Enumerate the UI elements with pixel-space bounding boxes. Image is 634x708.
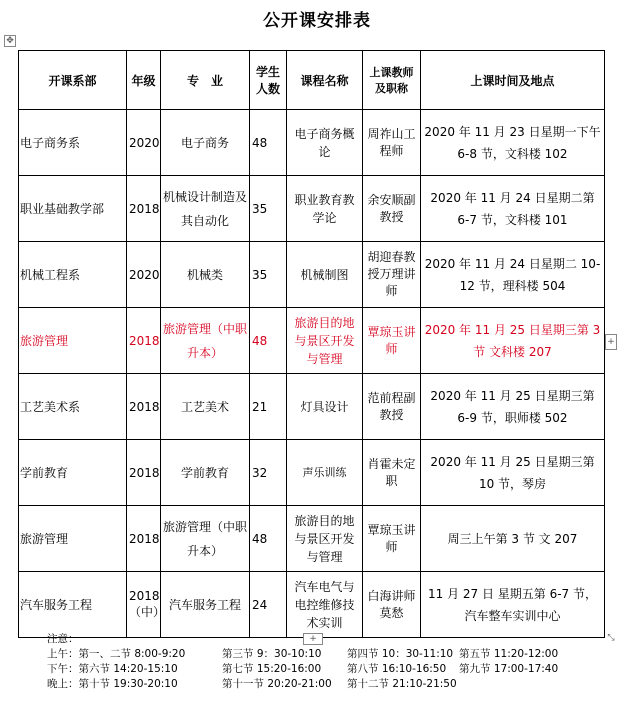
period-item: 第三节 9：30-10:10 (222, 648, 322, 660)
period-item: 第十一节 20:20-21:00 (222, 678, 332, 690)
cell-course: 汽车电气与电控维修技术实训 (287, 572, 363, 638)
cell-dept: 学前教育 (19, 440, 127, 506)
cell-time: 2020 年 11 月 24 日星期二 10-12 节，理科楼 504 (421, 242, 605, 308)
cell-dept: 职业基础教学部 (19, 176, 127, 242)
cell-teacher: 肖霍未定职 (363, 440, 421, 506)
table-row (19, 110, 605, 176)
cell-major: 汽车服务工程 (161, 572, 250, 638)
cell-teacher: 覃琼玉讲师 (363, 506, 421, 572)
header-teacher: 上课教师及职称 (363, 51, 421, 110)
period-item: 下午：第六节 14:20-15:10 (47, 663, 178, 675)
table-row (19, 176, 605, 242)
header-grade: 年级 (127, 51, 161, 110)
cell-teacher: 胡迎春教授万理讲师 (363, 242, 421, 308)
cell-major: 旅游管理（中职升本） (161, 308, 250, 374)
page-title: 公开课安排表 (263, 11, 371, 31)
notes-section (47, 632, 607, 692)
cell-time: 2020 年 11 月 25 日星期三第 10 节，琴房 (421, 440, 605, 506)
cell-dept: 旅游管理 (19, 506, 127, 572)
period-item: 第九节 17:00-17:40 (459, 663, 559, 675)
schedule-table (18, 50, 605, 638)
add-row-icon[interactable]: + (303, 633, 323, 645)
cell-teacher: 余安顺副教授 (363, 176, 421, 242)
period-item: 第八节 16:10-16:50 (347, 663, 447, 675)
notes-morning (47, 647, 607, 662)
notes-heading: 注意： (47, 633, 79, 645)
cell-students: 48 (250, 308, 287, 374)
cell-grade: 2018 (127, 176, 161, 242)
cell-students: 48 (250, 506, 287, 572)
cell-grade: 2020 (127, 242, 161, 308)
cell-teacher: 范前程副教授 (363, 374, 421, 440)
cell-grade: 2018 (127, 374, 161, 440)
cell-students: 35 (250, 242, 287, 308)
cell-grade: 2018 (127, 440, 161, 506)
cell-course: 灯具设计 (287, 374, 363, 440)
table-row (19, 308, 605, 374)
header-major: 专 业 (161, 51, 250, 110)
cell-course: 职业教育教学论 (287, 176, 363, 242)
table-resize-icon[interactable]: ⤡ (607, 633, 615, 643)
cell-students: 32 (250, 440, 287, 506)
cell-major: 工艺美术 (161, 374, 250, 440)
cell-dept: 旅游管理 (19, 308, 127, 374)
table-row (19, 572, 605, 638)
cell-teacher: 覃琼玉讲师 (363, 308, 421, 374)
period-item: 第五节 11:20-12:00 (459, 648, 559, 660)
cell-course: 电子商务概论 (287, 110, 363, 176)
table-header-row (19, 51, 605, 110)
header-students: 学生人数 (250, 51, 287, 110)
notes-evening (47, 677, 607, 692)
header-course: 课程名称 (287, 51, 363, 110)
cell-dept: 工艺美术系 (19, 374, 127, 440)
cell-students: 48 (250, 110, 287, 176)
cell-dept: 电子商务系 (19, 110, 127, 176)
cell-time: 2020 年 11 月 23 日星期一下午 6-8 节，文科楼 102 (421, 110, 605, 176)
notes-afternoon (47, 662, 607, 677)
period-item: 上午：第一、二节 8:00-9:20 (47, 648, 186, 660)
cell-grade: 2020 (127, 110, 161, 176)
header-dept: 开课系部 (19, 51, 127, 110)
cell-course: 旅游目的地与景区开发与管理 (287, 506, 363, 572)
table-move-handle-icon[interactable]: ✥ (4, 35, 16, 47)
cell-dept: 机械工程系 (19, 242, 127, 308)
period-item: 第七节 15:20-16:00 (222, 663, 322, 675)
period-item: 第四节 10：30-11:10 (347, 648, 454, 660)
cell-teacher: 周祚山工程师 (363, 110, 421, 176)
table-row (19, 440, 605, 506)
cell-time: 2020 年 11 月 24 日星期二第 6-7 节，文科楼 101 (421, 176, 605, 242)
period-item: 第十二节 21:10-21:50 (347, 678, 457, 690)
cell-major: 机械设计制造及其自动化 (161, 176, 250, 242)
cell-grade: 2018 (127, 506, 161, 572)
cell-course: 旅游目的地与景区开发与管理 (287, 308, 363, 374)
cell-teacher: 白海讲师莫愁 (363, 572, 421, 638)
cell-course: 声乐训练 (287, 440, 363, 506)
cell-time: 2020 年 11 月 25 日星期三第 3 节 文科楼 207 (421, 308, 605, 374)
cell-grade: 2018（中） (127, 572, 161, 638)
cell-time: 周三上午第 3 节 文 207 (421, 506, 605, 572)
cell-students: 24 (250, 572, 287, 638)
add-column-icon[interactable]: + (605, 334, 617, 350)
cell-students: 21 (250, 374, 287, 440)
table-row (19, 506, 605, 572)
cell-time: 2020 年 11 月 25 日星期三第 6-9 节，职师楼 502 (421, 374, 605, 440)
cell-dept: 汽车服务工程 (19, 572, 127, 638)
cell-major: 机械类 (161, 242, 250, 308)
cell-grade: 2018 (127, 308, 161, 374)
table-row (19, 374, 605, 440)
cell-students: 35 (250, 176, 287, 242)
cell-major: 学前教育 (161, 440, 250, 506)
cell-major: 旅游管理（中职升本） (161, 506, 250, 572)
cell-major: 电子商务 (161, 110, 250, 176)
cell-course: 机械制图 (287, 242, 363, 308)
table-row (19, 242, 605, 308)
cell-time: 11 月 27 日 星期五第 6-7 节，汽车整车实训中心 (421, 572, 605, 638)
header-time: 上课时间及地点 (421, 51, 605, 110)
period-item: 晚上：第十节 19:30-20:10 (47, 678, 178, 690)
